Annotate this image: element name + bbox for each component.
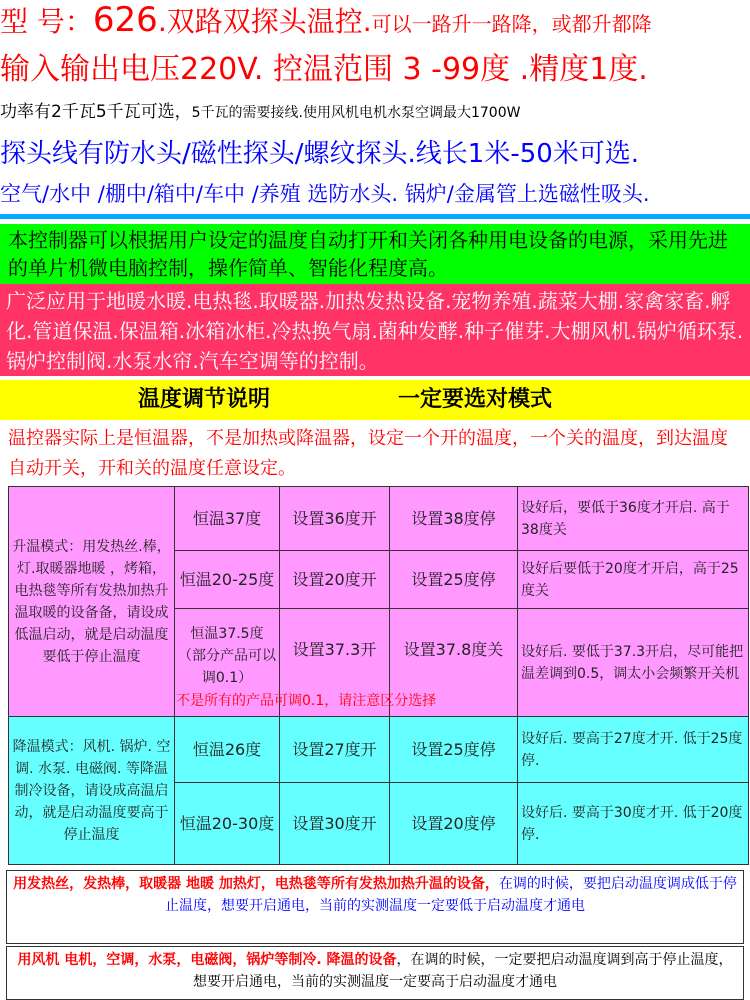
cell-result: 设好后要低于20度才开启，高于25度关 [518,551,749,609]
heating-footnote-bold: 用发热丝，发热棒，取暖器 地暖 加热灯，电热毯等所有发热加热升温的设备， [13,876,499,892]
precision-warning: 不是所有的产品可调0.1，请注意区分选择 [176,693,437,709]
voltage-line: 输入输出电压220V. 控温范围 3 -99度 .精度1度. [0,52,648,87]
cell-off: 设置20度停 [390,783,518,865]
probe-line: 探头线有防水头/磁性探头/螺纹探头.线长1米-50米可选. [0,139,640,169]
cell-target: 恒温26度 [175,717,280,783]
cell-target: 恒温37度 [175,487,280,551]
model-number: 626 [92,0,158,40]
probe-usage-line: 空气/水中 /棚中/箱中/车中 /养殖 选防水头. 锅炉/金属管上选磁性吸头. [0,182,650,206]
cell-result: 设好后. 要高于30度才开. 低于20度停. [518,783,749,865]
cell-on: 设置27度开 [280,717,390,783]
model-desc: .双路双探头温控. [157,5,372,38]
cell-on: 设置36度开 [280,487,390,551]
table-row [9,717,749,783]
power-note: 5千瓦的需要接线.使用风机电机水泵空调最大1700W [191,105,521,121]
header-left: 温度调节说明 [138,387,271,412]
divider [0,214,750,219]
thermostat-note: 温控器实际上是恒温器，不是加热或降温器，设定一个开的温度，一个关的温度，到达温度自动开关，开和关的温度任意设定。 [8,428,728,479]
cell-target: 恒温20-30度 [175,783,280,865]
intro-block: 本控制器可以根据用户设定的温度自动打开和关闭各种用电设备的电源，采用先进的单片机微电脑控制，操作简单、智能化程度高。 [0,224,750,284]
cell-result: 设好后. 要高于27度才开. 低于25度停. [518,717,749,783]
settings-table [8,486,749,865]
heating-footnote [6,870,744,944]
header-right: 一定要选对模式 [398,387,553,412]
model-line [0,0,750,40]
cell-off: 设置37.8度关 [390,609,518,717]
applications-block: 广泛应用于地暖水暖.电热毯.取暖器.加热发热设备.宠物养殖.蔬菜大棚.家禽家畜.孵化.管道保温.保温箱.冰箱冰柜.冷热换气扇.菌种发酵.种子催芽.大棚风机.锅炉循环泵. 锅炉控制阀.水泵水帘.汽车空调等的控制。 [0,284,750,376]
model-label: 型 号： [0,5,93,38]
cell-off: 设置25度停 [390,717,518,783]
cooling-footnote-bold: 用风机 电机，空调，水泵，电磁阀，锅炉等制冷. 降温的设备 [17,952,397,968]
power-line [0,96,750,128]
cell-target: 恒温20-25度 [175,551,280,609]
cell-target: 恒温37.5度（部分产品可以调0.1） [175,609,280,717]
table-row [9,487,749,551]
cell-result: 设好后，要低于36度才开启. 高于38度关 [518,487,749,551]
model-desc-2: 可以一路升一路降，或都升都降 [371,12,652,36]
power-text: 功率有2千瓦5千瓦可选， [0,102,192,122]
cell-result: 设好后. 要低于37.3开启，尽可能把温差调到0.5，调太小会频繁开关机 [518,609,749,717]
cell-off: 设置38度停 [390,487,518,551]
cell-on: 设置20度开 [280,551,390,609]
cooling-footnote [6,946,744,1000]
cell-off: 设置25度停 [390,551,518,609]
cooling-footnote-text: ，在调的时候，一定要把启动温度调到高于停止温度，想要开启通电，当前的实测温度一定要高于启动温度才通电 [193,952,733,990]
cell-on: 设置30度开 [280,783,390,865]
cell-on: 设置37.3开 [280,609,390,717]
heating-footnote-text: 在调的时候，要把启动温度调成低于停止温度，想要开启通电，当前的实测温度一定要低于启动温度才通电 [165,876,737,914]
heat-mode-desc: 升温模式：用发热丝.棒，灯.取暖器地暖 ，烤箱，电热毯等所有发热加热升温取暖的设备备，请设成低温启动，就是启动温度要低于停止温度 [9,487,175,717]
cool-mode-desc: 降温模式：风机. 锅炉. 空调. 水泵. 电磁阀. 等降温制冷设备，请设成高温启动，就是启动温度要高于停止温度 [9,717,175,865]
instructions-header [0,380,750,420]
